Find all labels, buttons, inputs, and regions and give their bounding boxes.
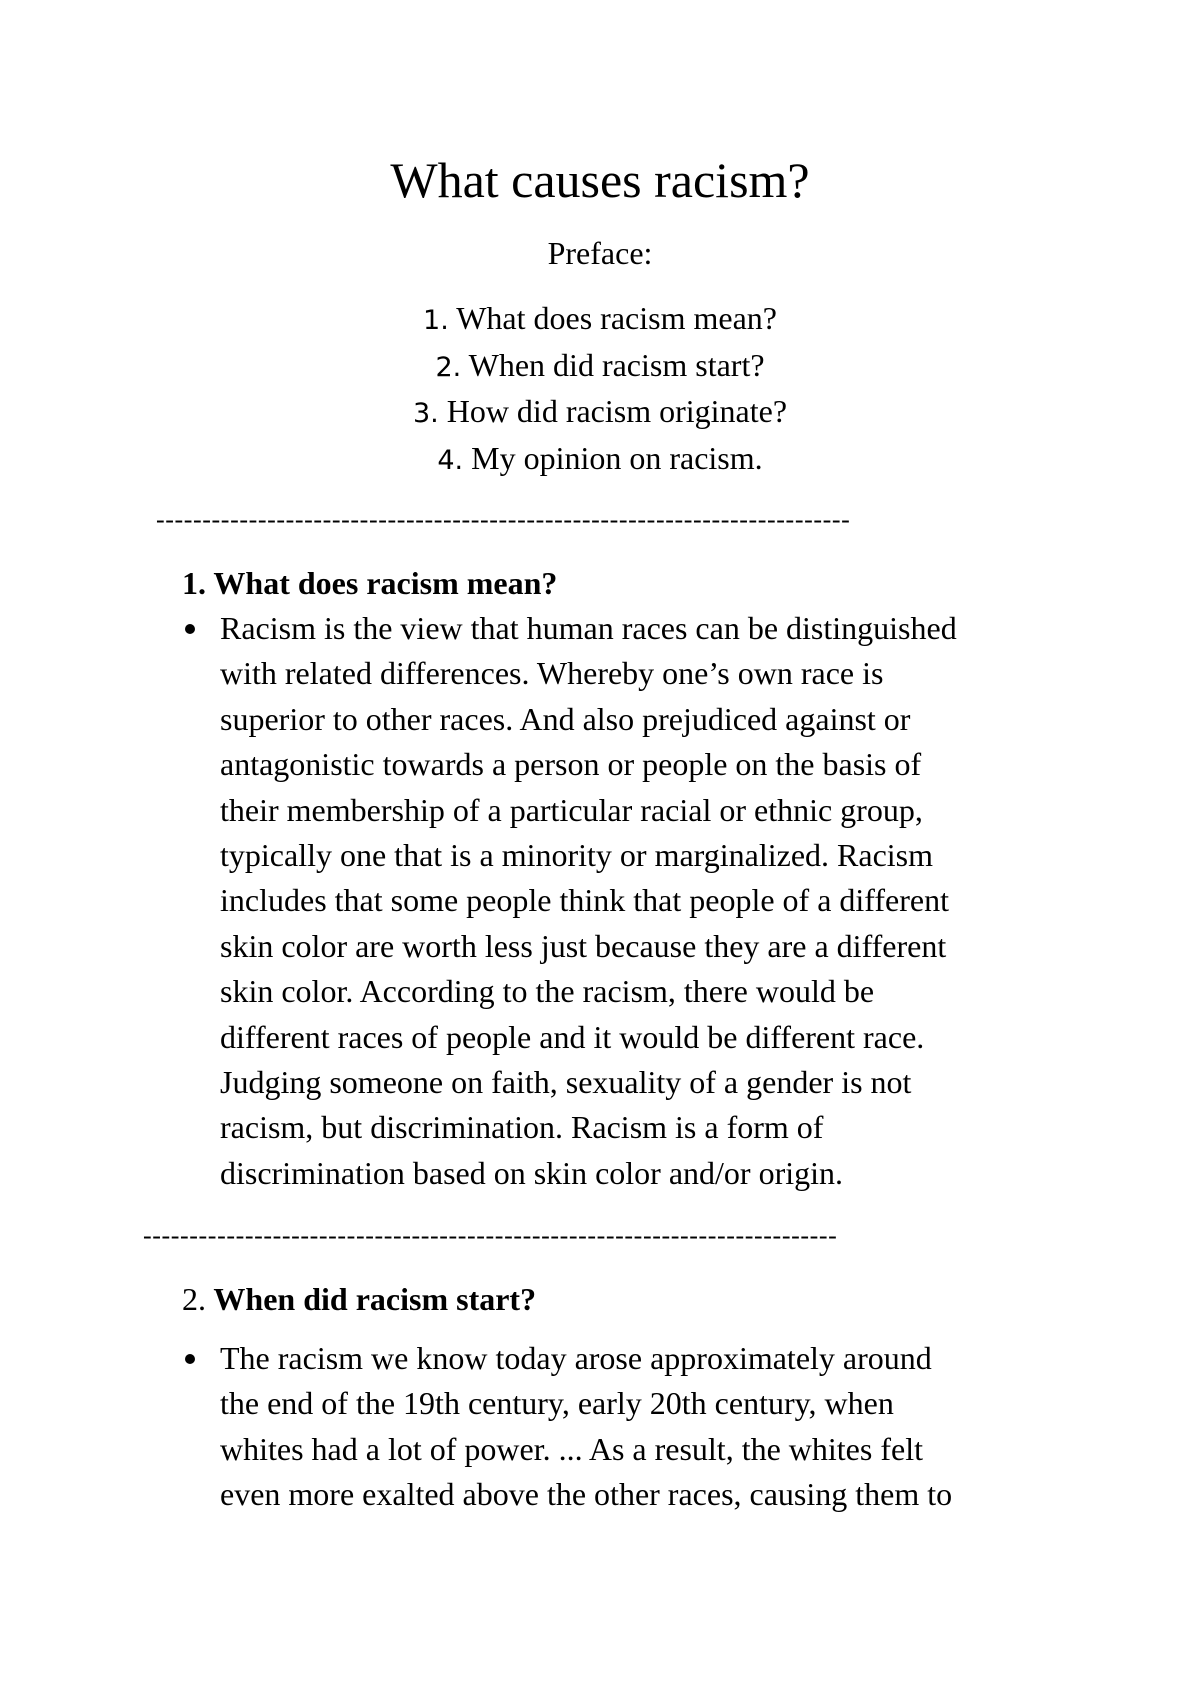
preface-item-text: My opinion on racism.: [471, 439, 763, 476]
preface-item: [0, 388, 1200, 435]
preface-item-text: What does racism mean?: [456, 300, 777, 336]
section-heading: [182, 1279, 536, 1319]
text-line: skin color. According to the racism, there would be: [220, 973, 875, 1010]
text-line: The racism we know today arose approximately around: [220, 1340, 932, 1376]
section-divider: ---------------------------------------------------------------------------: [143, 1221, 838, 1250]
preface-item-number: 1.: [423, 305, 449, 336]
text-line: Judging someone on faith, sexuality of a gender is not: [220, 1063, 912, 1100]
preface-item: [0, 342, 1200, 389]
bullet-dot-icon: [185, 1354, 195, 1364]
preface-item-number: 2.: [435, 351, 462, 383]
text-line: includes that some people think that people of a different: [220, 882, 949, 919]
preface-item: [0, 435, 1200, 482]
text-line: Racism is the view that human races can be distinguished: [220, 610, 957, 646]
preface-item-text: How did racism originate?: [446, 393, 788, 429]
section-number: 2.: [182, 1281, 206, 1317]
text-line: with related differences. Whereby one’s own race is: [220, 655, 884, 692]
text-line: skin color are worth less just because they are a different: [220, 927, 947, 964]
preface-item: [0, 295, 1200, 342]
section-number: 1.: [182, 565, 206, 601]
text-line: superior to other races. And also prejudiced against or: [220, 700, 911, 737]
text-line: antagonistic towards a person or people on the basis of: [220, 746, 922, 783]
bullet-paragraph: [220, 606, 1100, 1196]
text-line: their membership of a particular racial or ethnic group,: [220, 791, 923, 828]
text-line: discrimination based on skin color and/or origin.: [220, 1154, 843, 1191]
text-line: racism, but discrimination. Racism is a form of: [220, 1109, 824, 1146]
bullet-paragraph: [220, 1336, 1100, 1518]
bullet-dot-icon: [185, 624, 195, 634]
text-line: whites had a lot of power. ... As a result, the whites felt: [220, 1430, 923, 1467]
section-heading-text: When did racism start?: [213, 1281, 537, 1317]
preface-item-number: 3.: [412, 398, 439, 429]
section-divider: ---------------------------------------------------------------------------: [156, 505, 851, 534]
section-heading: [182, 563, 557, 603]
preface-label: Preface:: [547, 235, 653, 271]
preface-item-text: When did racism start?: [468, 346, 765, 383]
text-line: the end of the 19th century, early 20th century, when: [220, 1385, 894, 1422]
page-title: What causes racism?: [390, 152, 810, 208]
preface-item-number: 4.: [437, 444, 464, 476]
text-line: even more exalted above the other races, causing them to: [220, 1476, 953, 1513]
text-line: typically one that is a minority or marginalized. Racism: [220, 836, 934, 873]
preface-list: [0, 295, 1200, 481]
text-line: different races of people and it would be different race.: [220, 1018, 925, 1055]
section-heading-text: What does racism mean?: [213, 565, 558, 601]
